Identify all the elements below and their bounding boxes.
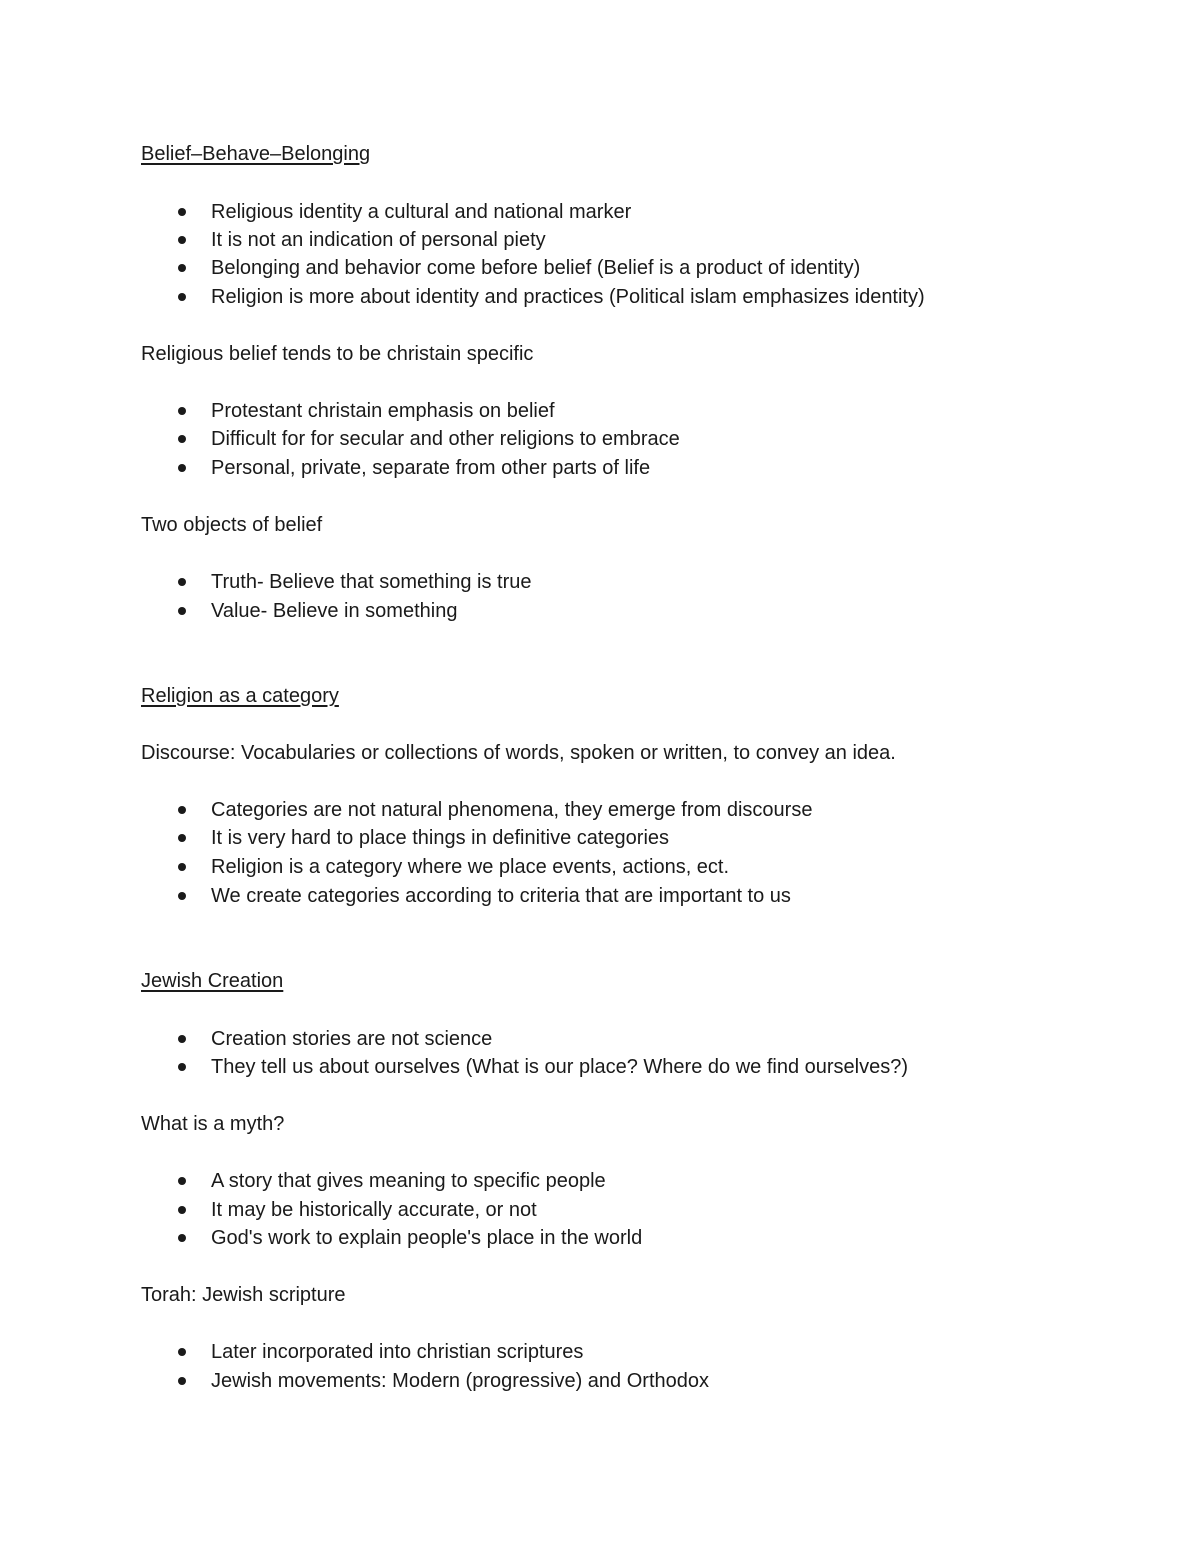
bullet-icon xyxy=(178,806,186,814)
bullet-icon xyxy=(178,834,186,842)
paragraph: Two objects of belief xyxy=(141,514,323,536)
list-item: Protestant christain emphasis on belief xyxy=(211,400,555,422)
list-item: We create categories according to criteria that are important to us xyxy=(211,885,791,907)
list-item: Religion is a category where we place events, actions, ect. xyxy=(211,856,730,878)
list-item: Personal, private, separate from other parts of life xyxy=(211,457,651,479)
list-item: Value- Believe in something xyxy=(211,600,458,622)
list-item: It is not an indication of personal piety xyxy=(211,229,546,251)
bullet-icon xyxy=(178,1377,186,1385)
list-item: A story that gives meaning to specific people xyxy=(211,1170,606,1192)
list-item: It may be historically accurate, or not xyxy=(211,1199,537,1221)
list-item: They tell us about ourselves (What is our place? Where do we find ourselves?) xyxy=(211,1056,909,1078)
bullet-icon xyxy=(178,892,186,900)
paragraph: Religious belief tends to be christain specific xyxy=(141,343,534,365)
bullet-icon xyxy=(178,464,186,472)
bullet-icon xyxy=(178,607,186,615)
section-heading: Jewish Creation xyxy=(141,970,284,992)
bullet-icon xyxy=(178,578,186,586)
bullet-icon xyxy=(178,236,186,244)
list-item: It is very hard to place things in definitive categories xyxy=(211,827,670,849)
list-item: Categories are not natural phenomena, they emerge from discourse xyxy=(211,799,813,821)
bullet-icon xyxy=(178,1348,186,1356)
bullet-icon xyxy=(178,264,186,272)
list-item: Creation stories are not science xyxy=(211,1028,493,1050)
section-heading: Religion as a category xyxy=(141,685,339,707)
list-item: God's work to explain people's place in the world xyxy=(211,1227,643,1249)
bullet-icon xyxy=(178,293,186,301)
list-item: Truth- Believe that something is true xyxy=(211,571,532,593)
bullet-icon xyxy=(178,1177,186,1185)
list-item: Jewish movements: Modern (progressive) and Orthodox xyxy=(211,1370,709,1392)
list-item: Later incorporated into christian scriptures xyxy=(211,1341,584,1363)
list-item: Belonging and behavior come before belief (Belief is a product of identity) xyxy=(211,257,861,279)
list-item: Religious identity a cultural and national marker xyxy=(211,201,632,223)
paragraph: What is a myth? xyxy=(141,1113,285,1135)
bullet-icon xyxy=(178,1063,186,1071)
paragraph: Torah: Jewish scripture xyxy=(141,1284,346,1306)
bullet-icon xyxy=(178,435,186,443)
bullet-icon xyxy=(178,407,186,415)
list-item: Difficult for for secular and other religions to embrace xyxy=(211,428,680,450)
section-heading: Belief–Behave–Belonging xyxy=(141,143,371,165)
bullet-icon xyxy=(178,863,186,871)
list-item: Religion is more about identity and practices (Political islam emphasizes identity) xyxy=(211,286,925,308)
paragraph: Discourse: Vocabularies or collections of words, spoken or written, to convey an idea. xyxy=(141,742,896,764)
bullet-icon xyxy=(178,1234,186,1242)
bullet-icon xyxy=(178,1035,186,1043)
bullet-icon xyxy=(178,208,186,216)
bullet-icon xyxy=(178,1206,186,1214)
